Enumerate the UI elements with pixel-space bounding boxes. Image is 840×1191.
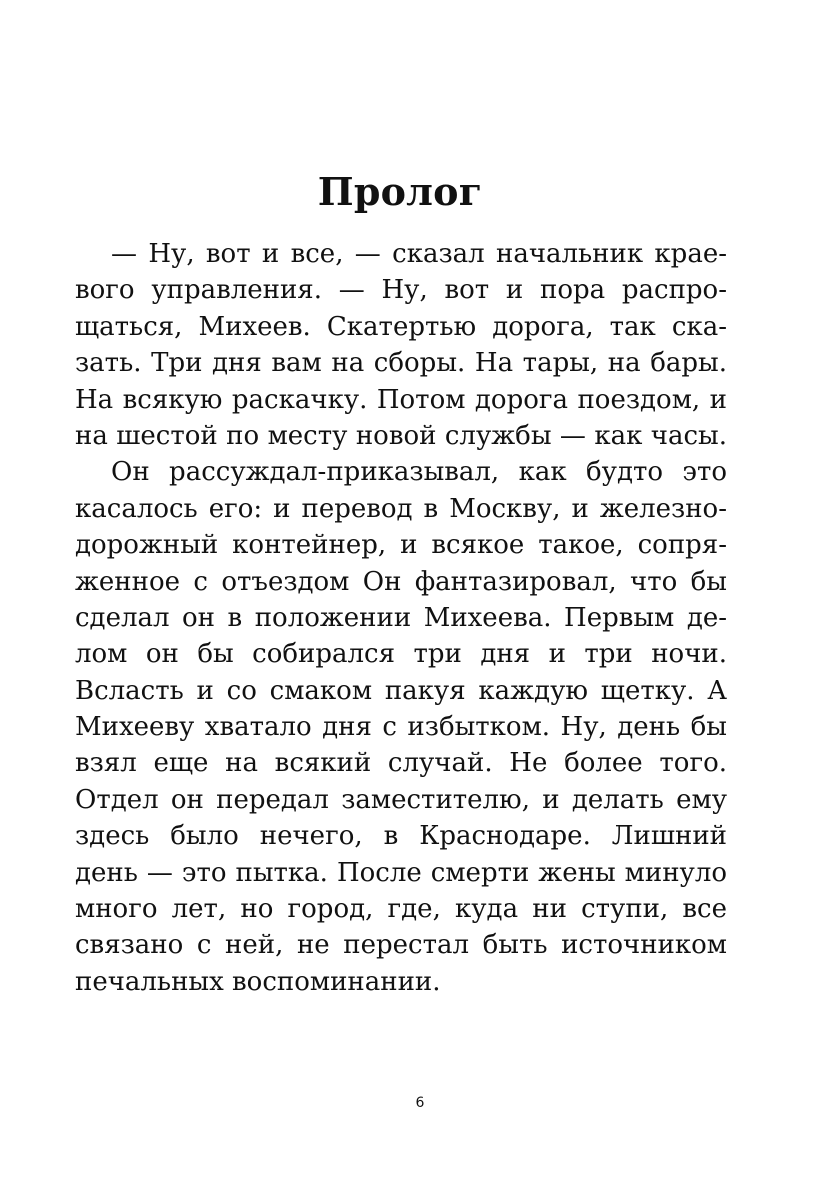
text-line: дорожный контейнер, и всякое такое, сопря- <box>75 530 727 561</box>
text-line: на шестой по месту новой службы — как часы. <box>75 420 727 451</box>
text-line: Всласть и со смаком пакуя каждую щетку. А <box>75 675 727 706</box>
text-line: зать. Три дня вам на сборы. На тары, на бары. <box>75 348 727 379</box>
text-line: Михееву хватало дня с избытком. Ну, день бы <box>75 712 727 743</box>
text-line: сделал он в положении Михеева. Первым де- <box>75 602 727 633</box>
text-line: взял еще на всякий случай. Не более того. <box>75 748 727 779</box>
text-line: щаться, Михеев. Скатертью дорога, так ска- <box>75 311 727 342</box>
page-number: 6 <box>415 1095 425 1111</box>
text-line: касалось его: и перевод в Москву, и железно- <box>75 493 727 524</box>
text-line: много лет, но город, где, куда ни ступи, все <box>75 894 727 925</box>
text-line: женное с отъездом Он фантазировал, что бы <box>75 566 727 597</box>
text-line: лом он бы собирался три дня и три ночи. <box>75 639 727 670</box>
text-line: здесь было нечего, в Краснодаре. Лишний <box>75 821 727 852</box>
chapter-title: Пролог <box>317 169 483 214</box>
text-line: вого управления. — Ну, вот и пора распро- <box>75 275 727 306</box>
text-line: связано с ней, не перестал быть источником <box>75 930 727 961</box>
text-line: — Ну, вот и все, — сказал начальник крае- <box>111 239 727 269</box>
text-line: Отдел он передал заместителю, и делать ему <box>75 784 727 815</box>
text-line: Он рассуждал-приказывал, как будто это <box>111 457 727 488</box>
text-line: день — это пытка. После смерти жены минуло <box>75 857 727 888</box>
chapter-text <box>75 236 727 1000</box>
text-line: печальных воспоминании. <box>75 966 441 997</box>
text-line: На всякую раскачку. Потом дорога поездом, и <box>75 384 727 415</box>
